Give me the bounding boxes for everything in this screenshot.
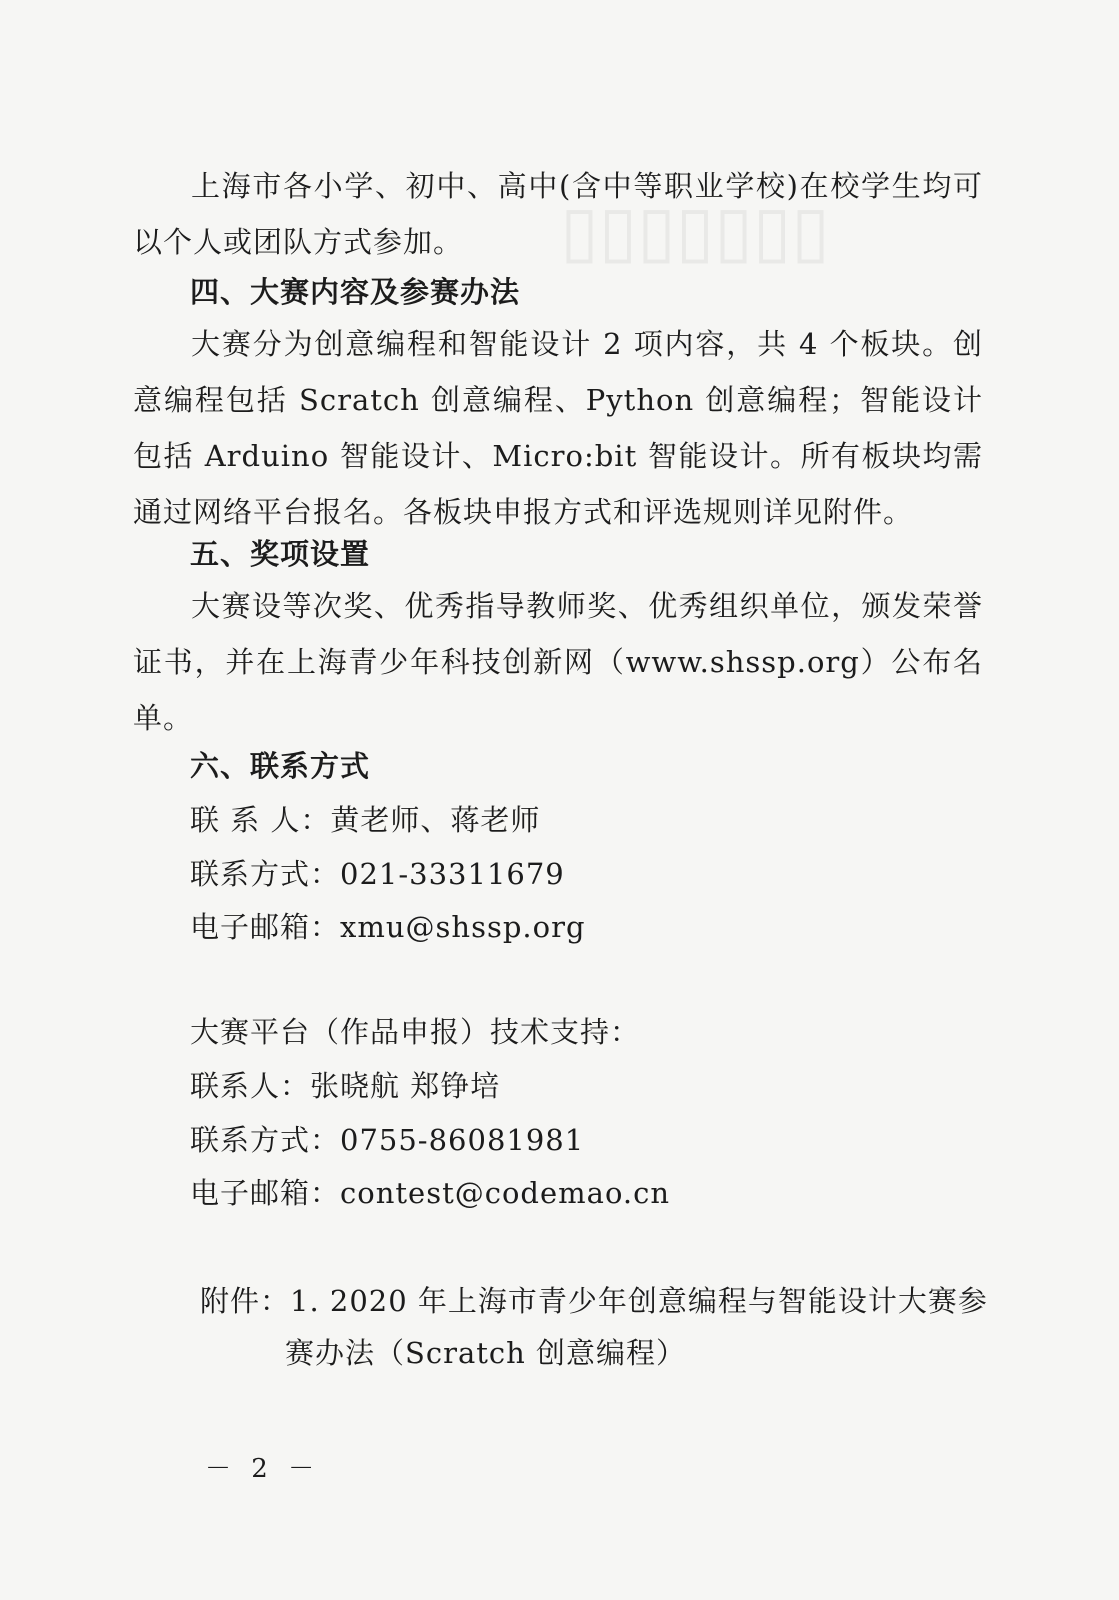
contact-email: 电子邮箱：xmu@shssp.org	[190, 910, 586, 944]
section-5-heading: 五、奖项设置	[190, 537, 371, 571]
attachment-block	[200, 1275, 990, 1379]
section-4-body: 大赛分为创意编程和智能设计 2 项内容，共 4 个板块。创意编程包括 Scratch 创意编程、Python 创意编程；智能设计包括 Arduino 智能设计、Micro:bit 智能设计。所有板块均需通过网络平台报名。各板块申报方式和评选规则详见附件。	[133, 327, 983, 529]
participants-paragraph: 上海市各小学、初中、高中(含中等职业学校)在校学生均可以个人或团队方式参加。	[133, 169, 983, 259]
attachment-label: 附件：	[200, 1284, 291, 1318]
attachment-line-2: 赛办法（Scratch 创意编程）	[285, 1336, 687, 1370]
section-4-heading: 四、大赛内容及参赛办法	[190, 275, 521, 309]
contact-person: 联 系 人：黄老师、蒋老师	[190, 803, 541, 837]
attachment-line-1: 1. 2020 年上海市青少年创意编程与智能设计大赛参	[290, 1284, 988, 1318]
page-number: － 2 －	[205, 1454, 321, 1484]
tech-support-person: 联系人：张晓航 郑铮培	[190, 1069, 501, 1103]
section-6-heading: 六、联系方式	[190, 749, 371, 783]
tech-support-title: 大赛平台（作品申报）技术支持：	[190, 1015, 641, 1049]
contact-phone: 联系方式：021-33311679	[190, 857, 565, 891]
tech-support-email: 电子邮箱：contest@codemao.cn	[190, 1176, 671, 1210]
section-5-body: 大赛设等次奖、优秀指导教师奖、优秀组织单位，颁发荣誉证书，并在上海青少年科技创新网（www.shssp.org）公布名单。	[133, 589, 983, 735]
tech-support-phone: 联系方式：0755-86081981	[190, 1123, 585, 1157]
show-through-watermark: ▯▯▯▯▯▯▯	[560, 190, 830, 272]
